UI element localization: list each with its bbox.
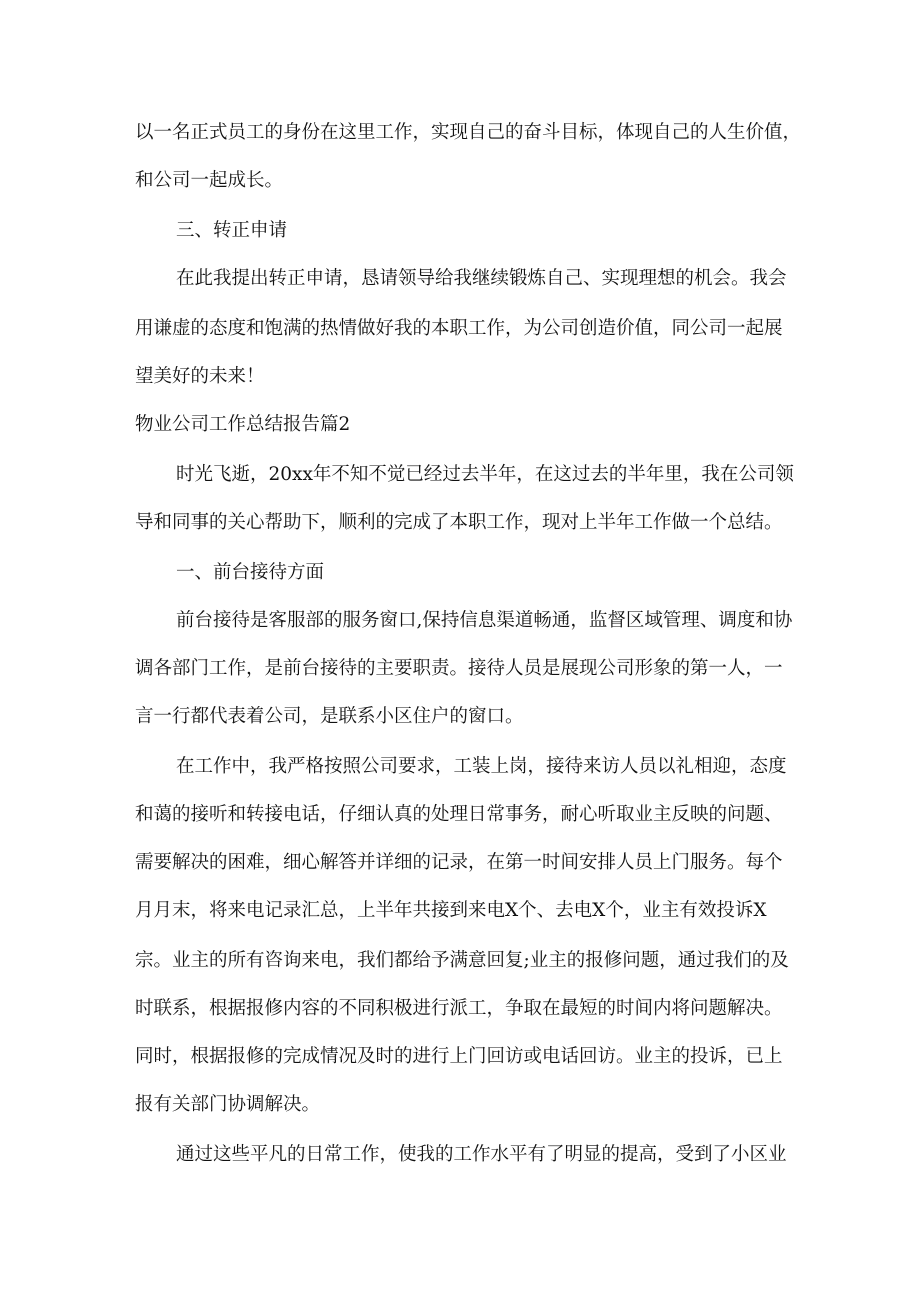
paragraph-line: 前台接待是客服部的服务窗口,保持信息渠道畅通，监督区域管理、调度和协 (176, 610, 793, 631)
paragraph-line: 时光飞逝，20xx年不知不觉已经过去半年，在这过去的半年里，我在公司领 (176, 464, 794, 485)
paragraph-line: 导和同事的关心帮助下，顺利的完成了本职工作，现对上半年工作做一个总结。 (135, 512, 783, 533)
paragraph-line: 和公司一起成长。 (135, 170, 284, 191)
paragraph-line: 以一名正式员工的身份在这里工作，实现自己的奋斗目标，体现自己的人生价值， (135, 122, 802, 143)
paragraph-line: 报有关部门协调解决。 (135, 1094, 321, 1115)
paragraph-line: 在此我提出转正申请，恳请领导给我继续锻炼自己、实现理想的机会。我会 (176, 268, 787, 289)
paragraph-line: 宗。业主的所有咨询来电，我们都给予满意回复;业主的报修问题，通过我们的及 (135, 950, 789, 971)
paragraph-line: 言一行都代表着公司，是联系小区住户的窗口。 (135, 706, 524, 727)
section-heading: 三、转正申请 (176, 220, 288, 241)
paragraph-line: 时联系，根据报修内容的不同积极进行派工，争取在最短的时间内将问题解决。 (135, 998, 783, 1019)
paragraph-line: 需要解决的困难，细心解答并详细的记录，在第一时间安排人员上门服务。每个 (135, 852, 783, 873)
paragraph-line: 月月末，将来电记录汇总，上半年共接到来电X个、去电X个，业主有效投诉X (135, 900, 767, 921)
paragraph-line: 调各部门工作，是前台接待的主要职责。接待人员是展现公司形象的第一人，一 (135, 658, 783, 679)
paragraph-line: 通过这些平凡的日常工作，使我的工作水平有了明显的提高，受到了小区业 (176, 1144, 787, 1165)
paragraph-line: 同时，根据报修的完成情况及时的进行上门回访或电话回访。业主的投诉，已上 (135, 1046, 783, 1067)
paragraph-line: 望美好的未来！ (135, 366, 265, 387)
section-heading: 一、前台接待方面 (176, 562, 325, 583)
paragraph-line: 在工作中，我严格按照公司要求，工装上岗，接待来访人员以礼相迎，态度 (176, 756, 787, 777)
report-title: 物业公司工作总结报告篇2 (135, 414, 351, 435)
paragraph-line: 用谦虚的态度和饱满的热情做好我的本职工作，为公司创造价值，同公司一起展 (135, 318, 783, 339)
paragraph-line: 和蔼的接听和转接电话，仔细认真的处理日常事务，耐心听取业主反映的问题、 (135, 804, 783, 825)
